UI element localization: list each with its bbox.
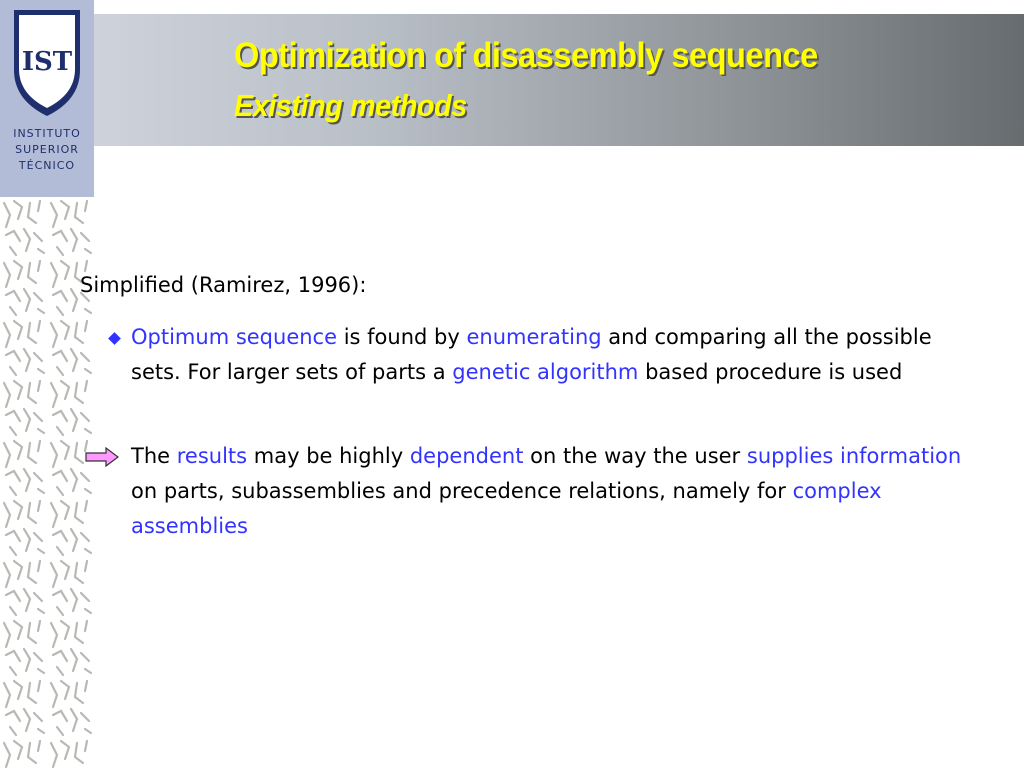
body-text: and comparing all the possible sets. For larger sets of parts a (131, 325, 932, 384)
highlighted-term: results (176, 444, 248, 468)
logo-line-3: TÉCNICO (18, 159, 76, 172)
body-text: on the way the user (523, 444, 747, 468)
body-text: The (131, 444, 177, 468)
highlighted-term: dependent (409, 444, 524, 468)
highlighted-term: enumerating (466, 325, 602, 349)
highlighted-term: supplies information (746, 444, 962, 468)
highlighted-term: genetic algorithm (452, 360, 639, 384)
slide-header (94, 14, 1024, 146)
logo-line-1: INSTITUTO (13, 127, 81, 140)
slide-title: Optimization of disassembly sequence (234, 36, 818, 75)
body-text: on parts, subassemblies and precedence relations, namely for (131, 479, 793, 503)
slide-subtitle: Existing methods (234, 88, 467, 123)
body-text: based procedure is used (638, 360, 903, 384)
diamond-icon (108, 332, 121, 345)
bullet-item-2 (131, 439, 971, 544)
logo-letters: IST (21, 47, 73, 77)
shield-icon (12, 8, 82, 118)
ist-logo (0, 0, 94, 197)
body-text: is found by (337, 325, 467, 349)
intro-text: Simplified (Ramirez, 1996): (80, 273, 367, 297)
logo-line-2: SUPERIOR (15, 143, 79, 156)
logo-caption (0, 126, 94, 174)
bullet-item-1 (131, 320, 971, 390)
arrow-right-icon (85, 447, 119, 467)
body-text: may be highly (247, 444, 410, 468)
highlighted-term: complex assemblies (131, 479, 882, 538)
highlighted-term: Optimum sequence (131, 325, 338, 349)
sidebar (0, 0, 94, 768)
